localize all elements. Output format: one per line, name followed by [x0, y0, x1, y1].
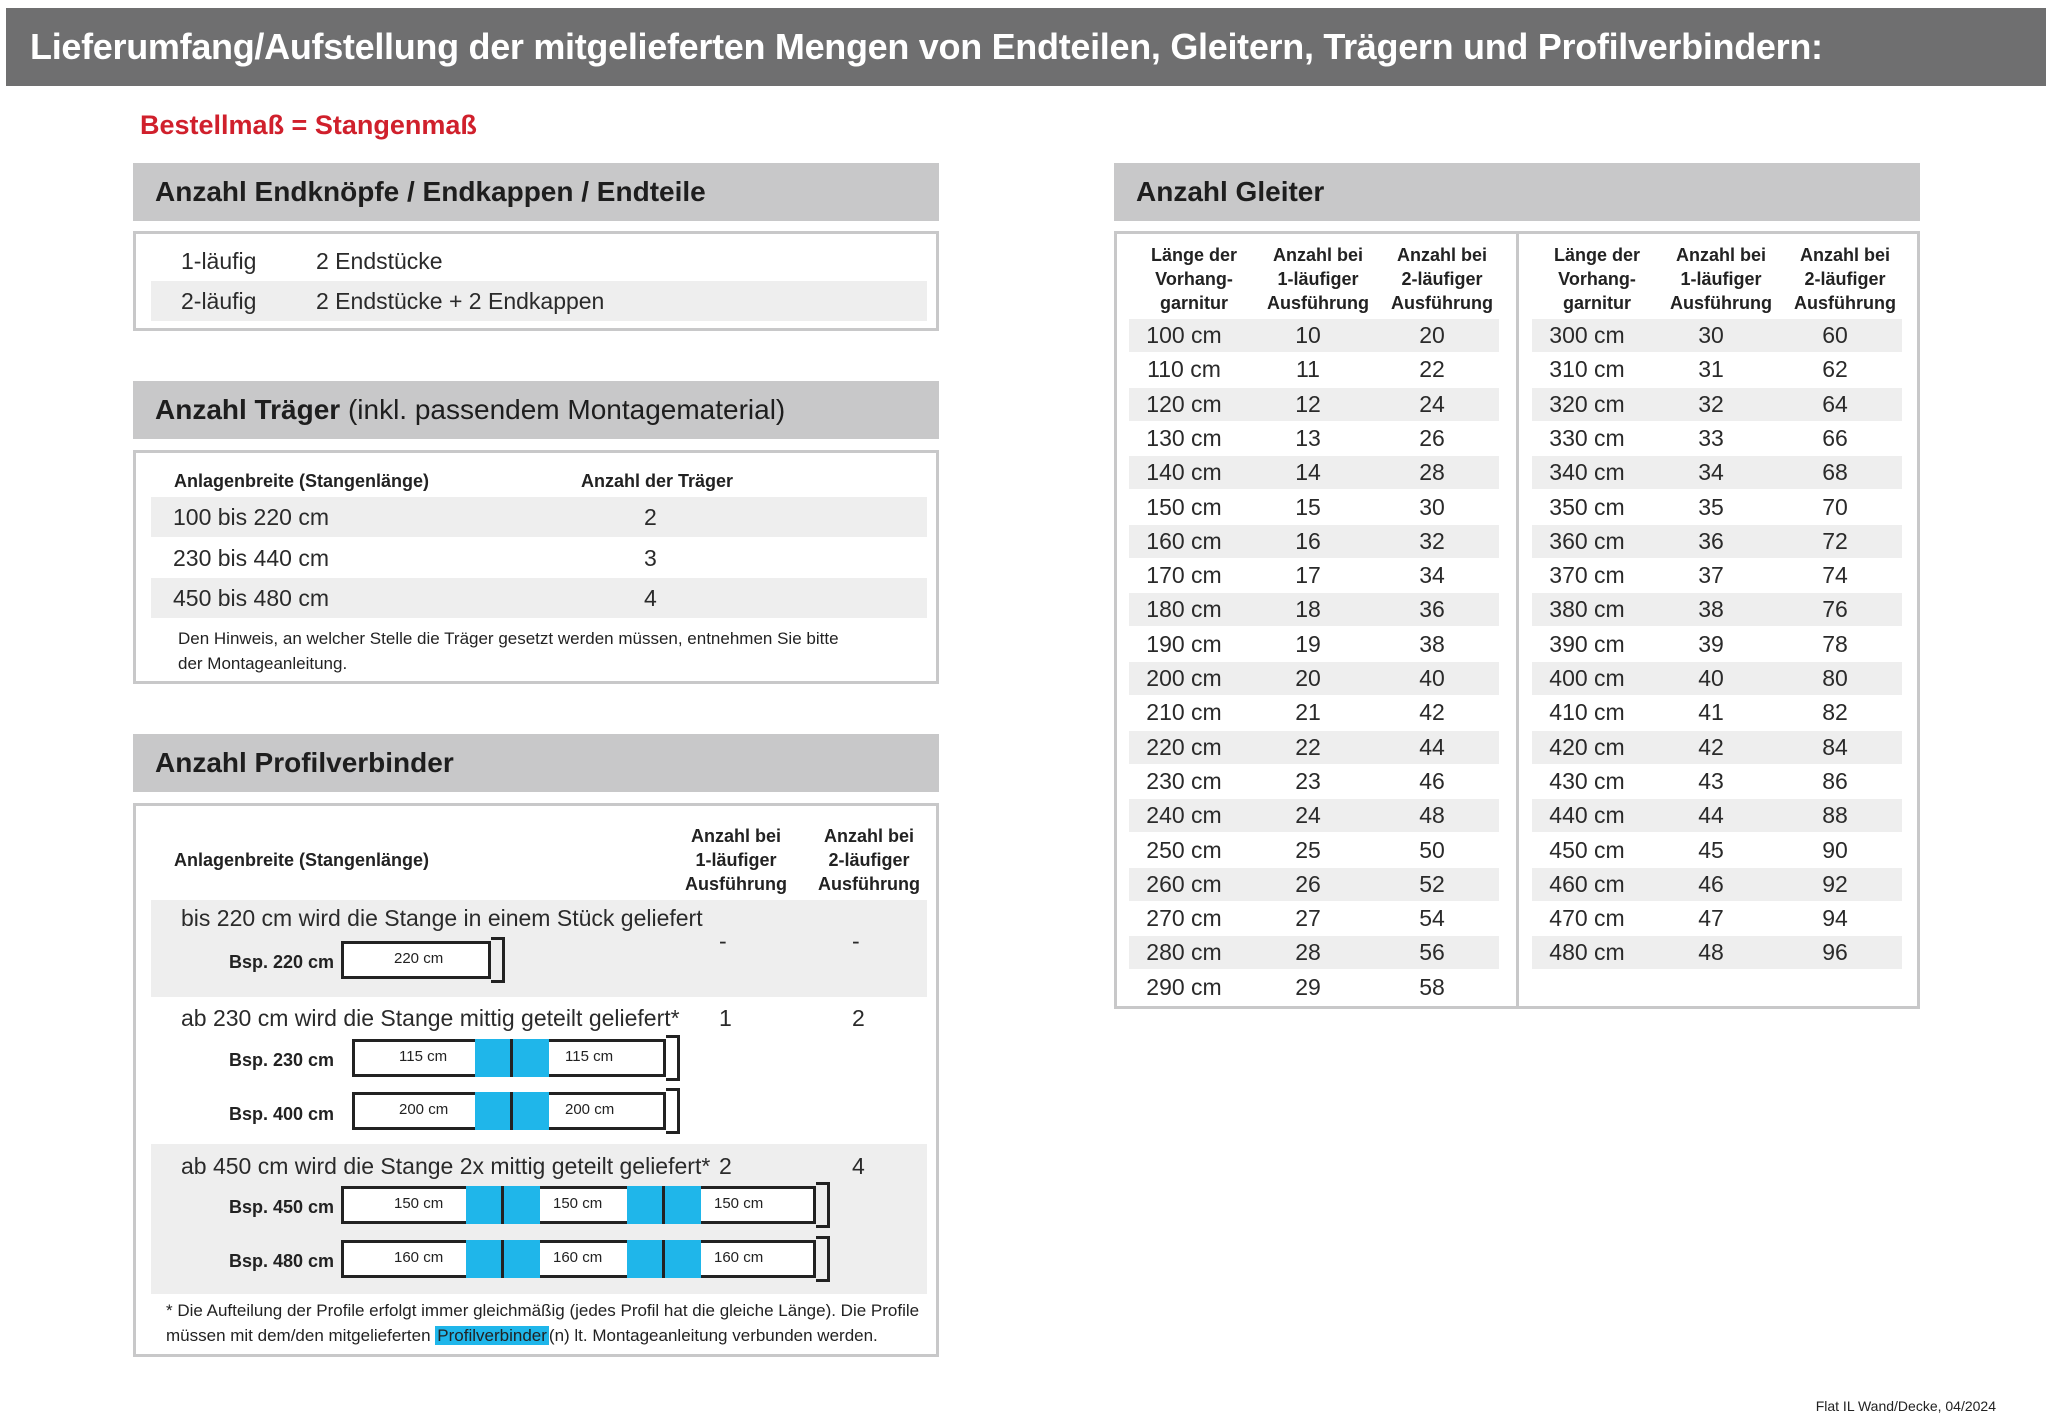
traeger-row: 100 bis 220 cm 2: [151, 497, 927, 537]
gleiter-title: Anzahl Gleiter: [1136, 176, 1325, 207]
gleiter-row: 230 cm 23 46: [1146, 767, 1445, 794]
gleiter-header: [1114, 163, 1920, 221]
traeger-col-header: Anzahl der Träger: [581, 471, 734, 491]
endteile-row: 2-läufig 2 Endstücke + 2 Endkappen: [151, 281, 927, 321]
profil-col-header: Anlagenbreite (Stangenlänge): [174, 850, 430, 870]
gleiter-row: 240 cm 24 48: [1129, 799, 1499, 832]
traeger-header: Anzahl Träger (inkl. passendem Montagematerial): [133, 381, 939, 439]
endcap-icon: [816, 1236, 830, 1282]
endteile-header: [133, 163, 939, 221]
profil-value: 2: [719, 1153, 732, 1179]
gleiter-box: [1114, 231, 1920, 1009]
gleiter-row: 180 cm 18 36: [1129, 593, 1499, 626]
gleiter-row: 460 cm 46 92: [1532, 868, 1902, 901]
gleiter-row: 400 cm 40 80: [1532, 662, 1902, 695]
gleiter-row: 190 cm 19 38: [1146, 630, 1445, 657]
gleiter-row: 420 cm 42 84: [1532, 731, 1902, 764]
subtitle: Bestellmaß = Stangenmaß: [140, 110, 477, 140]
gleiter-row: 170 cm 17 34: [1146, 562, 1445, 589]
gleiter-row: 150 cm 15 30: [1146, 493, 1445, 520]
profil-col-header: Anzahl bei 2-läufiger Ausführung: [818, 826, 920, 894]
gleiter-row: 220 cm 22 44: [1129, 731, 1499, 764]
profil-box: [133, 803, 939, 1357]
profil-group-text: ab 230 cm wird die Stange mittig geteilt geliefert*: [181, 1005, 680, 1031]
profil-value: 4: [852, 1153, 865, 1179]
gleiter-row: 430 cm 43 86: [1549, 767, 1848, 794]
example-label: Bsp. 230 cm: [229, 1050, 335, 1070]
gleiter-row: 140 cm 14 28: [1129, 456, 1499, 489]
page-banner: Lieferumfang/Aufstellung der mitgelieferten Mengen von Endteilen, Gleitern, Trägern und Profilverbindern:: [6, 8, 2046, 86]
footer-version: Flat IL Wand/Decke, 04/2024: [1815, 1398, 1996, 1414]
gleiter-col-header: Anzahl bei 2-läufiger Ausführung: [1391, 245, 1493, 313]
gleiter-row: 370 cm 37 74: [1549, 562, 1848, 589]
traeger-title: Anzahl Träger: [155, 394, 341, 425]
example-label: Bsp. 480 cm: [229, 1251, 335, 1271]
gleiter-col-header: Anzahl bei 2-läufiger Ausführung: [1794, 245, 1896, 313]
gleiter-row: 380 cm 38 76: [1532, 593, 1902, 626]
gleiter-row: 480 cm 48 96: [1532, 936, 1902, 969]
profil-title: Anzahl Profilverbinder: [155, 747, 454, 778]
endcap-icon: [666, 1035, 680, 1081]
endcap-icon: [491, 937, 505, 983]
gleiter-row: 450 cm 45 90: [1549, 836, 1848, 863]
gleiter-row: 280 cm 28 56: [1129, 936, 1499, 969]
gleiter-row: 470 cm 47 94: [1549, 905, 1848, 932]
endcap-icon: [816, 1182, 830, 1228]
highlight-profilverbinder: Profilverbinder: [437, 1326, 547, 1345]
gleiter-row: 100 cm 10 20: [1129, 319, 1499, 352]
traeger-note: Den Hinweis, an welcher Stelle die Träger gesetzt werden müssen, entnehmen Sie bitte der Montageanleitung.: [178, 629, 839, 673]
gleiter-row: 360 cm 36 72: [1532, 525, 1902, 558]
gleiter-col-header: Anzahl bei 1-läufiger Ausführung: [1670, 245, 1772, 313]
example-label: Bsp. 450 cm: [229, 1197, 335, 1217]
gleiter-row: 290 cm 29 58: [1146, 973, 1445, 1000]
endteile-box: [133, 231, 939, 331]
endcap-icon: [666, 1088, 680, 1134]
gleiter-row: 390 cm 39 78: [1549, 630, 1848, 657]
gleiter-row: 130 cm 13 26: [1146, 424, 1445, 451]
traeger-col-header: Anlagenbreite (Stangenlänge): [174, 471, 430, 491]
gleiter-row: 300 cm 30 60: [1532, 319, 1902, 352]
gleiter-row: 250 cm 25 50: [1146, 836, 1445, 863]
gleiter-col-header: Anzahl bei 1-läufiger Ausführung: [1267, 245, 1369, 313]
gleiter-row: 330 cm 33 66: [1549, 424, 1848, 451]
traeger-row: 450 bis 480 cm 4: [151, 578, 927, 618]
profil-group-text: ab 450 cm wird die Stange 2x mittig geteilt geliefert*: [181, 1153, 711, 1179]
profil-value: -: [719, 928, 727, 954]
gleiter-row: 440 cm 44 88: [1532, 799, 1902, 832]
profil-col-header: Anzahl bei 1-läufiger Ausführung: [685, 826, 787, 894]
profil-value: 1: [719, 1005, 732, 1031]
profil-value: -: [852, 928, 860, 954]
profil-note: * Die Aufteilung der Profile erfolgt immer gleichmäßig (jedes Profil hat die gleiche Länge). Die Profile müssen mit dem/den mitgelieferten Profilverbinder (n) lt. Montageanleitung verbunden werden.: [166, 1301, 920, 1345]
gleiter-row: 270 cm 27 54: [1146, 905, 1445, 932]
gleiter-row: 350 cm 35 70: [1549, 493, 1848, 520]
gleiter-row: 410 cm 41 82: [1549, 699, 1848, 726]
traeger-row: 230 bis 440 cm 3: [173, 545, 657, 571]
endteile-title: Anzahl Endknöpfe / Endkappen / Endteile: [155, 176, 706, 207]
profile-bar: 115 cm 115 cm: [352, 1039, 666, 1077]
gleiter-row: 340 cm 34 68: [1532, 456, 1902, 489]
gleiter-col-header: Länge der Vorhang- garnitur: [1553, 245, 1641, 313]
gleiter-col-header: Länge der Vorhang- garnitur: [1150, 245, 1238, 313]
gleiter-row: 320 cm 32 64: [1532, 388, 1902, 421]
profile-bar: 160 cm 160 cm 160 cm: [341, 1240, 816, 1278]
gleiter-divider: [1516, 234, 1519, 1006]
gleiter-row: 260 cm 26 52: [1129, 868, 1499, 901]
gleiter-row: 160 cm 16 32: [1129, 525, 1499, 558]
gleiter-row: 110 cm 11 22: [1147, 356, 1445, 383]
example-label: Bsp. 400 cm: [229, 1104, 335, 1124]
profil-group-text: bis 220 cm wird die Stange in einem Stück geliefert: [181, 905, 703, 931]
profile-bar: 220 cm: [341, 941, 491, 979]
profil-header: [133, 734, 939, 792]
example-label: Bsp. 220 cm: [229, 952, 335, 972]
profile-bar: 150 cm 150 cm 150 cm: [341, 1186, 816, 1224]
profile-bar: 200 cm 200 cm: [352, 1092, 666, 1130]
endteile-row: 1-läufig 2 Endstücke: [181, 248, 443, 274]
profil-value: 2: [852, 1005, 865, 1031]
gleiter-row: 310 cm 31 62: [1549, 356, 1848, 383]
gleiter-row: 210 cm 21 42: [1146, 699, 1445, 726]
gleiter-row: 120 cm 12 24: [1129, 388, 1499, 421]
gleiter-row: 200 cm 20 40: [1129, 662, 1499, 695]
traeger-box: [133, 450, 939, 684]
